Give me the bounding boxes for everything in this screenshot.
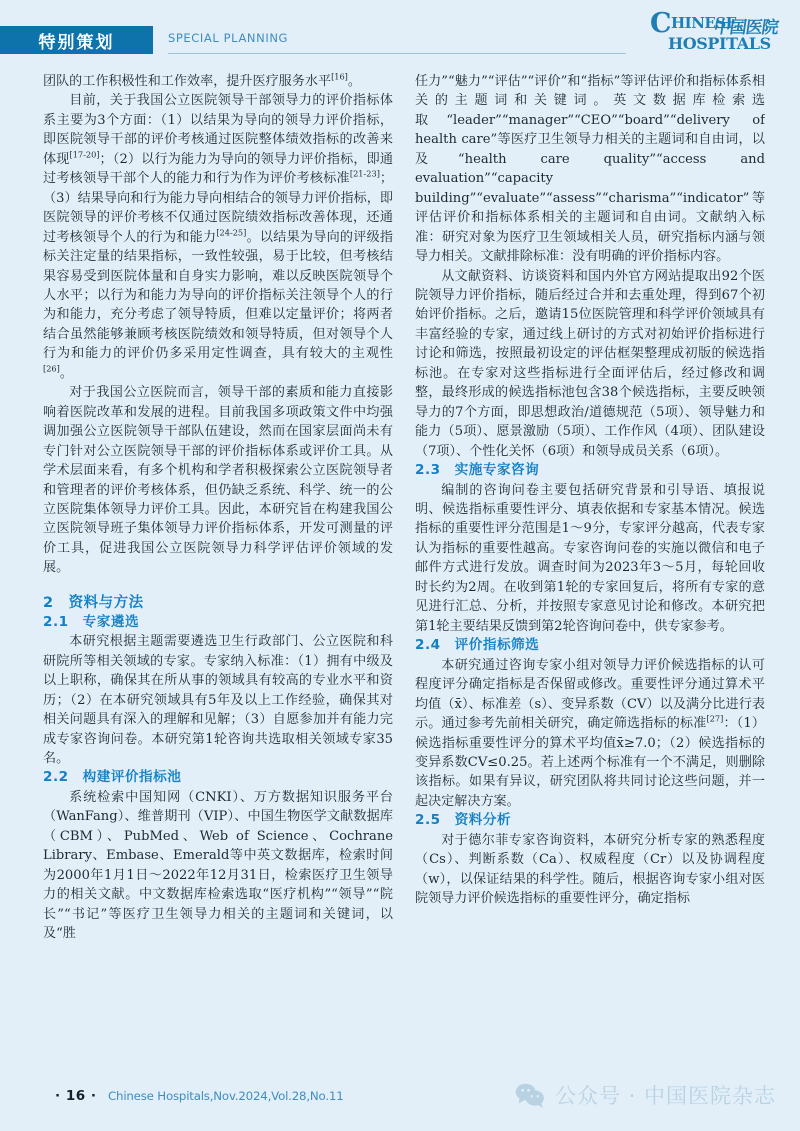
paragraph-current-indicator-systems	[43, 91, 393, 383]
wechat-watermark-label: 公众号 · 中国医院杂志	[555, 1084, 777, 1108]
paragraph-search-terms: 任力”“魅力”“评估”“评价”和“指标”等评估评价和指标体系相关的主题词和关键词。英文数据库检索选取“leader”“manager”“CEO”“board”“delivery of health care”等医疗卫生领导力相关的主题词和自由词，以及“health care quality”“access and evaluation”“capacity building”“evaluate”“assess”“charisma”“indicator”等评估评价和指标体系相关的主题词和自由词。文献纳入标准：研究对象为医疗卫生领域相关人员，研究指标内涵与领导力相关。文献排除标准：没有明确的评价指标内容。	[415, 74, 765, 265]
paragraph-indicator-extraction: 从文献资料、访谈资料和国内外官方网站提取出92个医院领导力评价指标，随后经过合并和去重处理，得到67个初始评价指标。之后，邀请15位医院管理和科学评价领域具有丰富经验的专家，通过线上研讨的方式对初始评价指标进行讨论和筛选，按照最初设定的评估框架整理成初版的候选指标池。在专家对这些指标进行全面评估后，经过修改和调整，最终形成的候选指标池包含38个候选指标，主要反映领导力的7个方面，即思想政治/道德规范（5项）、领导魅力和能力（5项）、愿景激励（5项）、工作作风（4项）、团队建设（7项）、个性化关怀（6项）和领导成员关系（6项）。	[415, 268, 765, 459]
logo-chinese-word: HINESE	[671, 14, 737, 32]
paragraph-expert-selection: 本研究根据主题需要遴选卫生行政部门、公立医院和科研院所等相关领域的专家。专家纳入标准：（1）拥有中级及以上职称，确保其在所从事的领域具有较高的专业水平和资历；（2）在本研究领域具有5年及以上工作经验，确保其对相关问题具有深入的理解和见解；（3）自愿参加并有能力完成专家咨询问卷。本研究第1轮咨询共选取相关领域专家35名。	[43, 634, 393, 766]
paragraph-text: 目前，关于我国公立医院领导干部领导力的评价指标体系主要为3个方面：（1）以结果为导向的领导力评价指标，即医院领导干部的评价考核通过医院整体绩效指标的改善来体现	[43, 93, 393, 167]
paragraph-indicator-pool: 系统检索中国知网（CNKI）、万方数据知识服务平台（WanFang）、维普期刊（VIP）、中国生物医学文献数据库（CBM）、PubMed、Web of Science、Cochrane Library、Embase、Emerald等中英文数据库，检索时间为2000年1月1日～2022年12月31日，检索医疗卫生领导力的相关文献。中文数据库检索选取“医疗机构”“领导”“院长”“书记”等医疗卫生领导力相关的主题词和关键词，以及“胜	[43, 789, 393, 942]
article-body	[43, 72, 765, 1062]
heading-2-1-expert-selection: 2.1 专家遴选	[43, 613, 140, 630]
logo-latin-line2: HOSPITALS	[668, 34, 771, 53]
paragraph-tail: 。	[59, 365, 73, 381]
reference-marker: [27]	[706, 713, 724, 724]
section-tag-badge: 特别策划	[0, 26, 153, 54]
paragraph-continuation	[43, 72, 393, 91]
paragraph-text: 。以结果为导向的评级指标关注定量的结果指标，一致性较强，易于比较，但考核结果容易受到医院体量和自身实力影响，难以反映医院领导个人水平；以行为和能力为导向的评价指标关注领导个人的行为和能力，充分考虑了领导特质，但难以定量评价；将两者结合虽然能够兼顾考核医院绩效和领导特质，但对领导个人行为和能力的评价仍多采用定性调查，具有较大的主观性	[43, 229, 393, 362]
reference-marker: [24-25]	[216, 227, 247, 238]
header-divider-rule	[168, 53, 626, 54]
paragraph-data-analysis: 对于德尔菲专家咨询资料，本研究分析专家的熟悉程度（Cs）、判断系数（Ca）、权威程度（Cr）以及协调程度（w），以保证结果的科学性。随后，根据咨询专家小组对医院领导力评价候选指标的重要性评分，确定指标	[415, 832, 765, 907]
reference-marker: [16]	[331, 72, 348, 82]
paragraph-text: 本研究通过咨询专家小组对领导力评价候选指标的认可程度评分确定指标是否保留或修改。重要性评分通过算术平均值（x̄）、标准差（s）、变异系数（CV）以及满分比进行表示。通过参考先前相关研究，确定筛选指标的标准	[415, 657, 765, 732]
paragraph-research-gap: 对于我国公立医院而言，领导干部的素质和能力直接影响着医院改革和发展的进程。目前我国多项政策文件中均强调加强公立医院领导干部队伍建设，然而在国家层面尚未有专门针对公立医院领导干部的评价指标体系或评价工具。从学术层面来看，有多个机构和学者积极探索公立医院领导者和管理者的评价考核体系，但仍缺乏系统、科学、统一的公立医院集体领导力评价工具。因此，本研究旨在构建我国公立医院领导班子集体领导力评价指标体系，开发可测量的评价工具，促进我国公立医院领导力科学评估评价领域的发展。	[43, 385, 393, 576]
wechat-watermark	[515, 1080, 776, 1110]
section-spacer	[43, 578, 393, 586]
paragraph-expert-consultation: 编制的咨询问卷主要包括研究背景和引导语、填报说明、候选指标重要性评分、填表依据和专家基本情况。候选指标的重要性评分范围是1～9分，专家评分越高，代表专家认为指标的重要性越高。专家咨询问卷的实施以微信和电子邮件方式进行发放。调查时间为2023年3～5月，每轮回收时长约为2周。在收到第1轮的专家回复后，将所有专家的意见进行汇总、分析，并按照专家意见讨论和修改。本研究把第1轮主要结果反馈到第2轮咨询问卷中，供专家参考。	[415, 482, 765, 634]
right-column	[415, 72, 765, 1062]
journal-logo	[650, 8, 780, 56]
logo-chinese-characters: 中国医院	[712, 18, 780, 38]
journal-citation: Chinese Hospitals,Nov.2024,Vol.28,No.11	[108, 1089, 344, 1103]
reference-marker: [26]	[43, 363, 60, 374]
heading-2-2-indicator-pool: 2.2 构建评价指标池	[43, 769, 182, 786]
paragraph-tail: 。	[347, 74, 361, 89]
heading-2-5-data-analysis: 2.5 资料分析	[415, 812, 512, 829]
wechat-icon	[515, 1082, 545, 1108]
page-number: · 16 ·	[55, 1088, 97, 1104]
paragraph-text: ：（1）候选指标重要性评分的算术平均值x̄≥7.0；（2）候选指标的变异系数CV≤0.25。若上述两个标准有一个不满足，则删除该指标。如果有异议，研究团队将共同讨论这些问题，并一起决定解决方案。	[415, 716, 765, 809]
paragraph-text: 团队的工作积极性和工作效率，提升医疗服务水平	[43, 74, 332, 89]
heading-2-materials-and-methods: 2 资料与方法	[43, 594, 144, 611]
left-column	[43, 72, 393, 1062]
paragraph-text: ；（3）结果导向和行为能力导向相结合的领导力评价指标，即医院领导的评价考核不仅通过医院绩效指标改善体现，还通过考核领导个人的行为和能力	[43, 171, 393, 245]
reference-marker: [17-20]	[69, 149, 100, 160]
heading-2-3-expert-consultation: 2.3 实施专家咨询	[415, 462, 540, 479]
page-footer	[0, 1062, 800, 1131]
reference-marker: [21-23]	[349, 168, 380, 179]
paragraph-indicator-screening	[415, 656, 765, 812]
logo-drop-cap: C	[650, 8, 671, 39]
section-tag-english: SPECIAL PLANNING	[168, 31, 289, 45]
page-header	[0, 0, 800, 68]
heading-2-4-indicator-screening: 2.4 评价指标筛选	[415, 637, 540, 654]
paragraph-text: ；（2）以行为能力为导向的领导力评价指标，即通过考核领导干部个人的能力和行为作为评价考核标准	[43, 151, 393, 187]
